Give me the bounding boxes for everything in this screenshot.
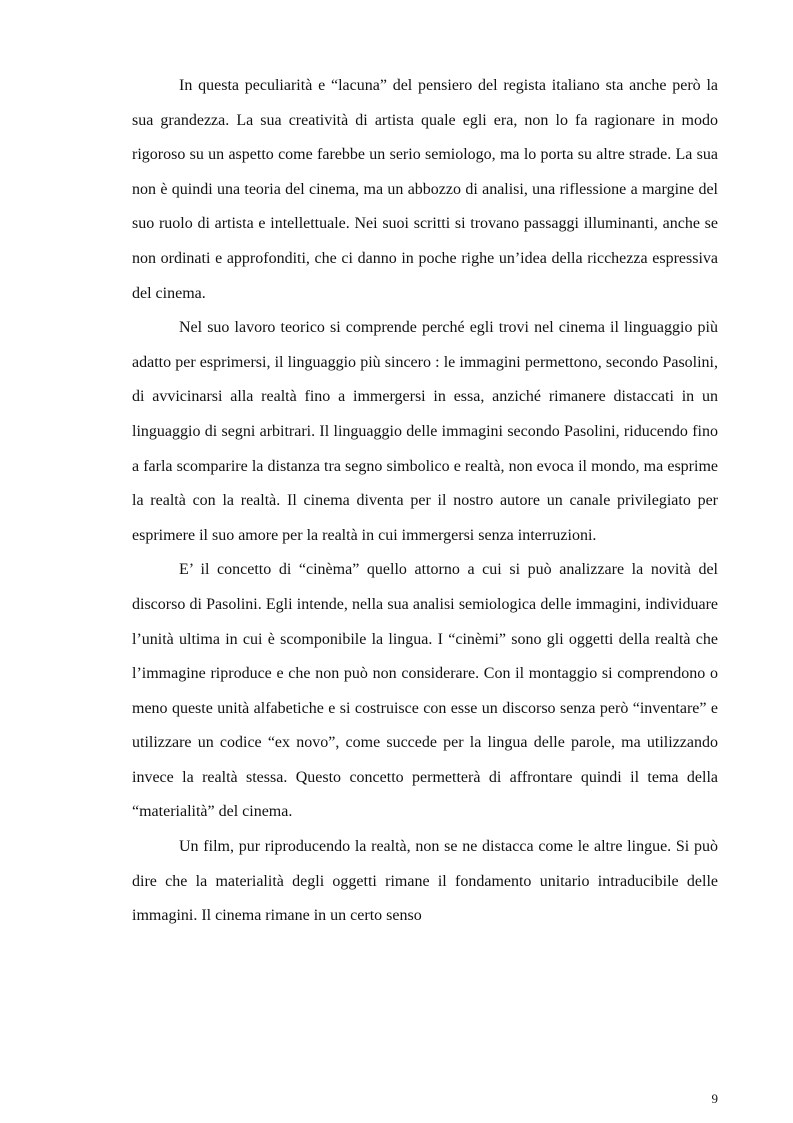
page-number: 9 bbox=[711, 1091, 718, 1106]
body-text bbox=[132, 69, 718, 934]
paragraph-3: E’ il concetto di “cinèma” quello attorno a cui si può analizzare la novità del discorso di Pasolini. Egli intende, nella sua analisi semiologica delle immagini, individuare l’unità ultima in cui è scomponibile la lingua. I “cinèmi” sono gli oggetti della realtà che l’immagine riproduce e che non può non considerare. Con il montaggio si comprendono o meno queste unità alfabetiche e si costruisce con esse un discorso senza però “inventare” e utilizzare un codice “ex novo”, come succede per la lingua delle parole, ma utilizzando invece la realtà stessa. Questo concetto permetterà di affrontare quindi il tema della “materialità” del cinema. bbox=[132, 561, 718, 821]
paragraph-2: Nel suo lavoro teorico si comprende perché egli trovi nel cinema il linguaggio più adatto per esprimersi, il linguaggio più sincero : le immagini permettono, secondo Pasolini, di avvicinarsi alla realtà fino a immergersi in essa, anziché rimanere distaccati in un linguaggio di segni arbitrari. Il linguaggio delle immagini secondo Pasolini, riducendo fino a farla scomparire la distanza tra segno simbolico e realtà, non evoca il mondo, ma esprime la realtà con la realtà. Il cinema diventa per il nostro autore un canale privilegiato per esprimere il suo amore per la realtà in cui immergersi senza interruzioni. bbox=[132, 319, 718, 544]
paragraph-1: In questa peculiarità e “lacuna” del pensiero del regista italiano sta anche però la sua grandezza. La sua creatività di artista quale egli era, non lo fa ragionare in modo rigoroso su un aspetto come farebbe un serio semiologo, ma lo porta su altre strade. La sua non è quindi una teoria del cinema, ma un abbozzo di analisi, una riflessione a margine del suo ruolo di artista e intellettuale. Nei suoi scritti si trovano passaggi illuminanti, anche se non ordinati e approfonditi, che ci danno in poche righe un’idea della ricchezza espressiva del cinema. bbox=[132, 77, 718, 302]
paragraph-4: Un film, pur riproducendo la realtà, non se ne distacca come le altre lingue. Si può dire che la materialità degli oggetti rimane il fondamento unitario intraducibile delle immagini. Il cinema rimane in un certo senso bbox=[132, 838, 718, 925]
